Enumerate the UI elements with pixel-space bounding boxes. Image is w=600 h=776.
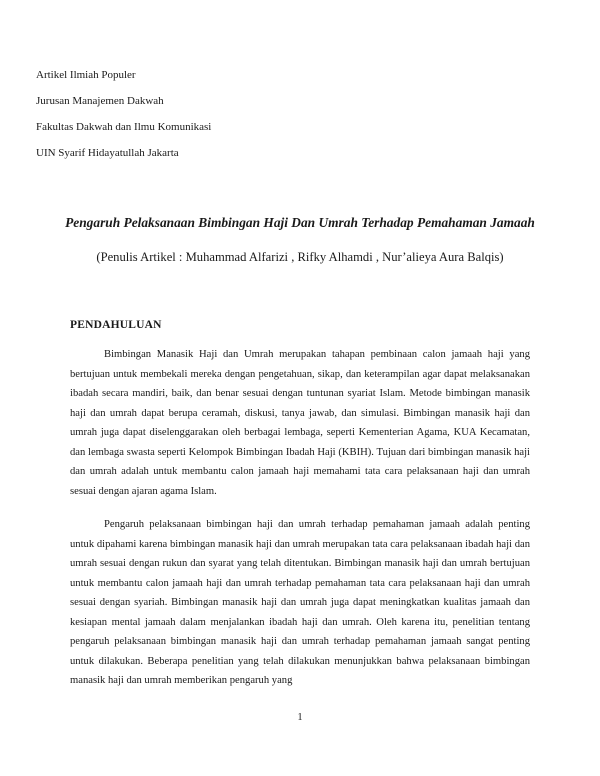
header-line-article-type: Artikel Ilmiah Populer xyxy=(36,69,136,81)
header-line-faculty: Fakultas Dakwah dan Ilmu Komunikasi xyxy=(36,121,212,133)
article-authors: (Penulis Artikel : Muhammad Alfarizi , Rifky Alhamdi , Nur’alieya Aura Balqis) xyxy=(96,250,504,264)
institution-header xyxy=(36,68,456,172)
header-line-department: Jurusan Manajemen Dakwah xyxy=(36,95,164,107)
page-number: 1 xyxy=(297,712,303,723)
section-heading: PENDAHULUAN xyxy=(70,319,162,331)
article-title: Pengaruh Pelaksanaan Bimbingan Haji Dan Umrah Terhadap Pemahaman Jamaah xyxy=(65,215,535,230)
header-line-university: UIN Syarif Hidayatullah Jakarta xyxy=(36,147,179,159)
body-paragraph: Bimbingan Manasik Haji dan Umrah merupakan tahapan pembinaan calon jamaah haji yang bertujuan untuk membekali mereka dengan pengetahuan, sikap, dan keterampilan agar dapat melaksanakan ibadah secara mandiri, baik, dan benar sesuai dengan tuntunan syariat Islam. Metode bimbingan manasik haji dan umrah dapat berupa ceramah, diskusi, tanya jawab, dan simulasi. Bimbingan manasik haji dan umrah juga dapat diselenggarakan oleh berbagai lembaga, seperti Kementerian Agama, KUA Kecamatan, dan lembaga swasta seperti Kelompok Bimbingan Ibadah Haji (KBIH). Tujuan dari bimbingan manasik haji dan umrah adalah untuk membantu calon jamaah haji memahami tata cara pelaksanaan haji dan umrah sesuai dengan ajaran agama Islam. xyxy=(70,349,530,497)
body-paragraph: Pengaruh pelaksanaan bimbingan haji dan umrah terhadap pemahaman jamaah adalah penting untuk dipahami karena bimbingan manasik haji dan umrah merupakan tata cara pelaksanaan ibadah haji dan umrah sesuai dengan rukun dan syarat yang telah ditentukan. Bimbingan manasik haji dan umrah bertujuan untuk membantu calon jamaah haji dan umrah terhadap pemahaman tata cara pelaksanaan haji dan umrah sesuai dengan syariah. Bimbingan manasik haji dan umrah juga dapat meningkatkan kualitas jamaah dan kesiapan mental jamaah dalam menjalankan ibadah haji dan umrah. Oleh karena itu, penelitian tentang pengaruh pelaksanaan bimbingan manasik haji dan umrah terhadap pemahaman jamaah sangat penting untuk dilakukan. Beberapa penelitian yang telah dilakukan menunjukkan bahwa pelaksanaan bimbingan manasik haji dan umrah memberikan pengaruh yang xyxy=(70,519,530,686)
